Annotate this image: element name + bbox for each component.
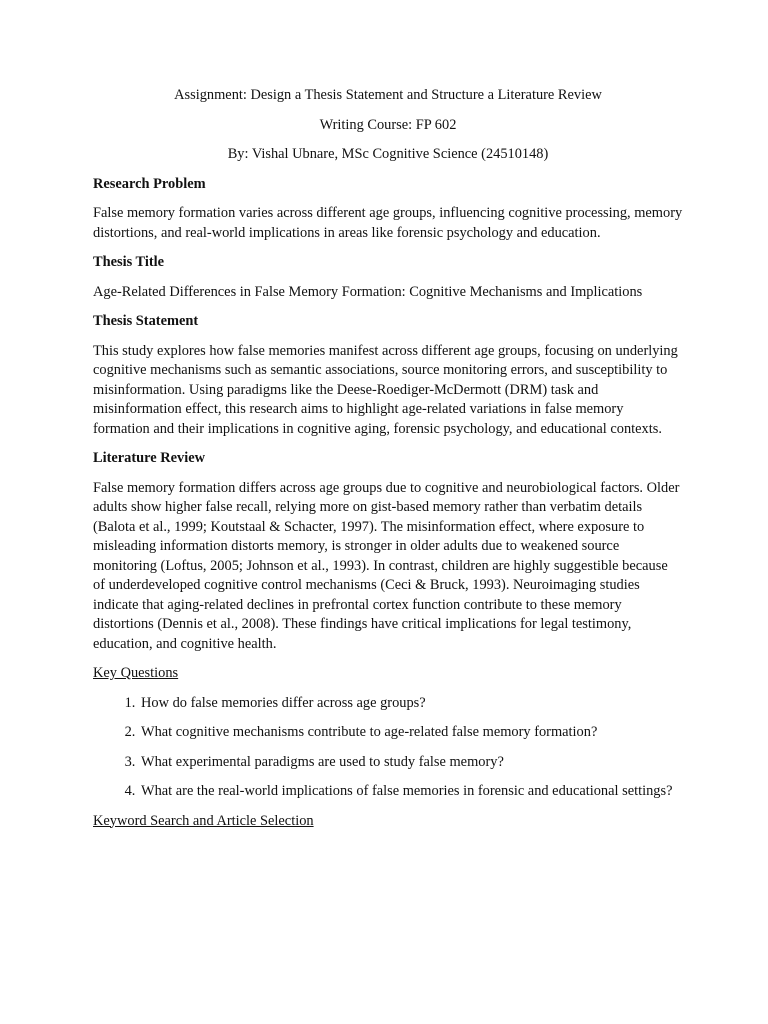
thesis-statement-text: This study explores how false memories manifest across different age groups, focusing on underlying cognitive mechanisms such as semantic associations, source monitoring errors, and susceptibility to misinformation. Using paradigms like the Deese-Roediger-McDermott (DRM) task and misinformation effect, this research aims to highlight age-related variations in false memory formation and their implications in cognitive aging, forensic psychology, and educational contexts. (93, 342, 678, 437)
thesis-statement-heading: Thesis Statement (93, 313, 199, 329)
key-questions-list (93, 694, 683, 802)
research-problem-heading: Research Problem (93, 175, 206, 192)
key-question-item: 4. What are the real-world implications of false memories in forensic and educational settings? (139, 782, 683, 802)
literature-review-text: False memory formation differs across age groups due to cognitive and neurobiological factors. Older adults show higher false recall, relying more on gist-based memory rather than verbatim details (Balota et al., 1999; Koutstaal & Schacter, 1997). The misinformation effect, where exposure to misleading information distorts memory, is stronger in older adults due to weakened source monitoring (Loftus, 2005; Johnson et al., 1993). In contrast, children are highly suggestible because of underdeveloped cognitive control mechanisms (Ceci & Bruck, 1993). Neuroimaging studies indicate that aging-related declines in prefrontal cortex function contribute to these memory distortions (Dennis et al., 2008). These findings have critical implications for legal testimony, education, and cognitive health. (93, 479, 680, 652)
assignment-title: Assignment: Design a Thesis Statement and Structure a Literature Review (174, 87, 602, 103)
literature-review-heading: Literature Review (93, 450, 206, 466)
key-question-item: 2. What cognitive mechanisms contribute to age-related false memory formation? (139, 723, 683, 743)
author-line: By: Vishal Ubnare, MSc Cognitive Science (24510148) (227, 146, 549, 162)
key-questions-heading: Key Questions (93, 665, 179, 681)
thesis-title-text: Age-Related Differences in False Memory Formation: Cognitive Mechanisms and Implications (93, 283, 643, 300)
key-question-item: 3. What experimental paradigms are used to study false memory? (139, 753, 683, 773)
keyword-search-heading: Keyword Search and Article Selection (93, 812, 314, 829)
thesis-title-heading: Thesis Title (93, 254, 165, 270)
research-problem-text: False memory formation varies across different age groups, influencing cognitive processing, memory distortions, and real-world implications in areas like forensic psychology and education. (93, 205, 683, 241)
document-body (93, 86, 683, 841)
course-line: Writing Course: FP 602 (319, 116, 457, 133)
key-question-item: 1. How do false memories differ across age groups? (139, 694, 683, 714)
